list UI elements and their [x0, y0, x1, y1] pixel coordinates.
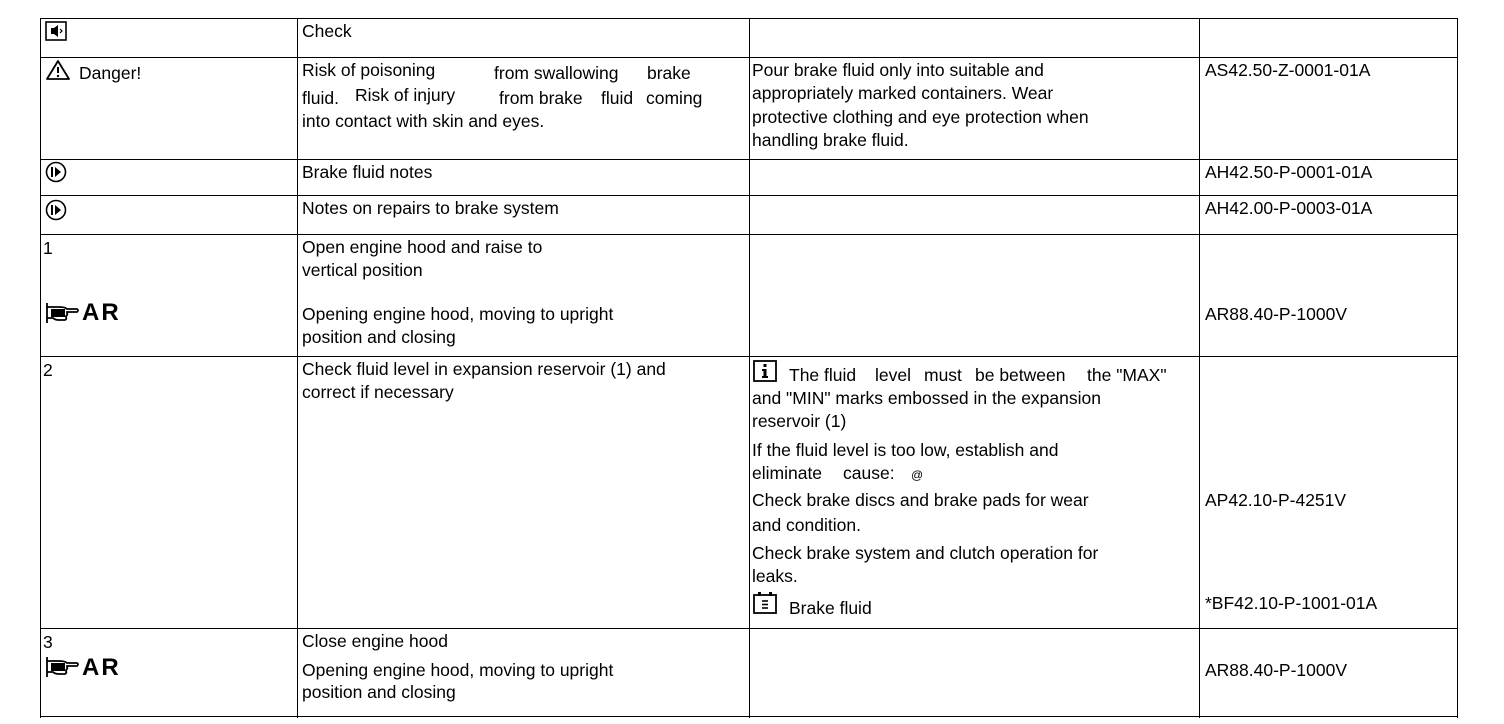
info-text: and "MIN" marks embossed in the expansion	[752, 388, 1101, 408]
discs-text: Check brake discs and brake pads for wear	[752, 490, 1089, 510]
leaks-text: leaks.	[752, 566, 798, 586]
info-text: level	[875, 365, 911, 385]
measure-text: appropriately marked containers. Wear	[752, 83, 1054, 103]
measure-text: protective clothing and eye protection when	[752, 107, 1089, 127]
measure-text: handling brake fluid.	[752, 130, 909, 150]
step-text: correct if necessary	[302, 382, 454, 402]
risk-text: coming	[646, 88, 703, 108]
measure-text: Pour brake fluid only into suitable and	[752, 60, 1044, 80]
repair-procedure-table	[40, 18, 1458, 718]
column-divider	[297, 18, 298, 718]
step-text: vertical position	[302, 260, 423, 280]
ar-text: Opening engine hood, moving to upright	[302, 304, 614, 324]
step-text: Open engine hood and raise to	[302, 237, 543, 257]
ar-label: AR	[82, 654, 121, 681]
ar-text: position and closing	[302, 327, 456, 347]
risk-text: Risk of injury	[355, 85, 456, 105]
low-level-text: cause:	[843, 463, 895, 483]
notes-arrow-icon	[45, 199, 67, 221]
info-text: reservoir (1)	[752, 411, 847, 431]
column-divider	[749, 18, 750, 718]
ar-text: Opening engine hood, moving to upright	[302, 660, 614, 680]
danger-label: Danger!	[79, 63, 142, 83]
discs-text: and condition.	[752, 515, 861, 535]
reference-number: AP42.10-P-4251V	[1205, 490, 1347, 510]
info-text: The fluid	[789, 365, 857, 385]
reference-number: AS42.50-Z-0001-01A	[1205, 60, 1371, 80]
ar-label: AR	[82, 299, 121, 326]
fluid-container-icon	[753, 592, 777, 614]
reference-number: AR88.40-P-1000V	[1205, 660, 1348, 680]
fluid-label: Brake fluid	[789, 598, 872, 618]
risk-text: from swallowing	[494, 63, 619, 83]
risk-text: from brake	[499, 88, 583, 108]
risk-text: into contact with skin and eyes.	[302, 111, 545, 131]
low-level-text: If the fluid level is too low, establish and	[752, 440, 1059, 460]
column-divider	[1457, 18, 1458, 718]
risk-text: Risk of poisoning	[302, 60, 436, 80]
step-text: Check fluid level in expansion reservoir (1) and	[302, 359, 666, 379]
low-level-text: eliminate	[752, 463, 823, 483]
reference-number: AH42.50-P-0001-01A	[1205, 162, 1373, 182]
step-number: 3	[43, 632, 53, 652]
step-number: 1	[43, 238, 53, 258]
warning-triangle-icon	[45, 59, 71, 81]
column-divider	[40, 18, 41, 718]
info-icon	[753, 360, 777, 382]
notes-text: Brake fluid notes	[302, 162, 433, 182]
column-divider	[1199, 18, 1200, 718]
risk-text: brake	[647, 63, 691, 83]
info-text: the "MAX"	[1087, 365, 1167, 385]
check-speaker-icon	[45, 21, 67, 41]
check-text: Check	[302, 21, 352, 41]
step-text: Close engine hood	[302, 631, 448, 651]
risk-text: fluid.	[302, 88, 339, 108]
reference-number: *BF42.10-P-1001-01A	[1205, 593, 1378, 613]
risk-text: fluid	[601, 88, 634, 108]
reference-number: AR88.40-P-1000V	[1205, 304, 1348, 324]
notes-text: Notes on repairs to brake system	[302, 198, 559, 218]
notes-arrow-icon	[45, 161, 67, 183]
pointing-hand-icon	[45, 301, 79, 325]
info-text: be between	[975, 365, 1066, 385]
leaks-text: Check brake system and clutch operation for	[752, 543, 1099, 563]
pointing-hand-icon	[45, 655, 79, 679]
ar-text: position and closing	[302, 682, 456, 702]
at-symbol: @	[911, 468, 924, 482]
info-text: must	[924, 365, 962, 385]
step-number: 2	[43, 360, 53, 380]
reference-number: AH42.00-P-0003-01A	[1205, 198, 1373, 218]
